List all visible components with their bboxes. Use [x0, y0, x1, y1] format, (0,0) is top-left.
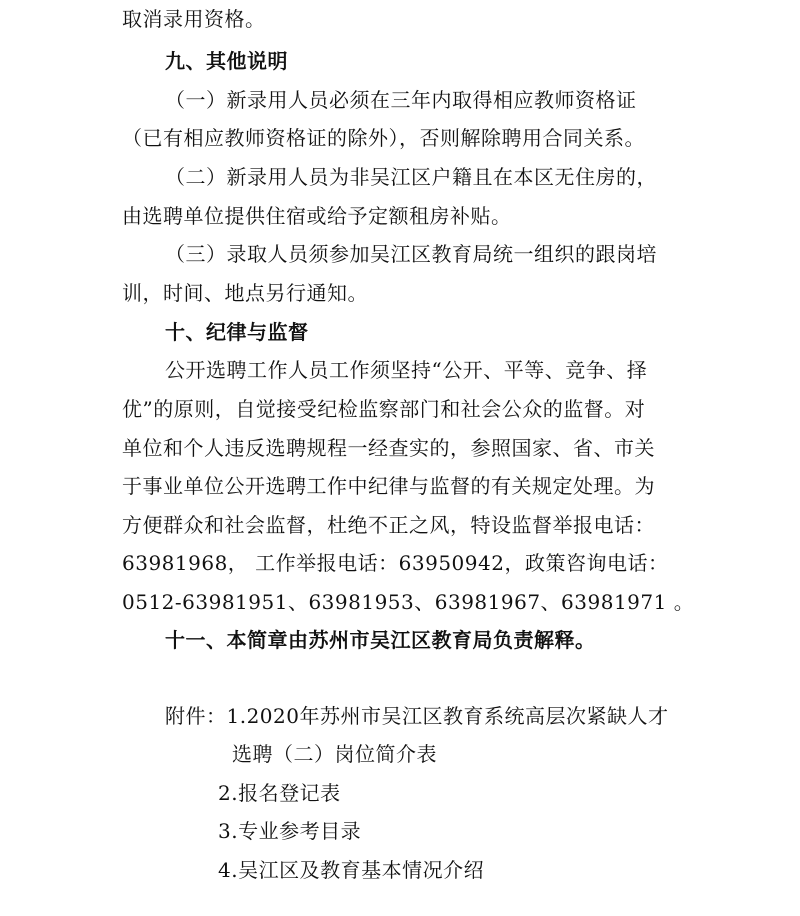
- section-heading-10: 十、纪律与监督: [165, 320, 309, 344]
- text-line: 由选聘单位提供住宿或给予定额租房补贴。: [122, 204, 512, 228]
- text-line: 于事业单位公开选聘工作中纪律与监督的有关规定处理。为: [122, 474, 655, 498]
- text-line: 优”的原则，自觉接受纪检监察部门和社会公众的监督。对: [122, 397, 646, 421]
- section-heading-9: 九、其他说明: [165, 49, 288, 73]
- text-line: （已有相应教师资格证的除外），否则解除聘用合同关系。: [122, 126, 645, 150]
- text-line: （一）新录用人员必须在三年内取得相应教师资格证: [165, 88, 637, 112]
- annex-item-3: 3.专业参考目录: [218, 819, 362, 843]
- text-line: 方便群众和社会监督，杜绝不正之风，特设监督举报电话：: [122, 513, 655, 537]
- text-line: 0512-63981951、63981953、63981967、63981971 。: [122, 590, 695, 614]
- text-line: （二）新录用人员为非吴江区户籍且在本区无住房的，: [165, 165, 657, 189]
- text-line: 公开选聘工作人员工作须坚持“公开、平等、竞争、择: [165, 358, 648, 382]
- text-line: 63981968， 工作举报电话：63950942，政策咨询电话：: [122, 551, 669, 575]
- section-heading-11: 十一、本简章由苏州市吴江区教育局负责解释。: [165, 628, 596, 652]
- annex-item-1-continued: 选聘（二）岗位简介表: [232, 742, 437, 766]
- text-line: 单位和个人违反选聘规程一经查实的，参照国家、省、市关: [122, 436, 655, 460]
- text-line: 取消录用资格。: [122, 7, 266, 31]
- text-line: 训，时间、地点另行通知。: [122, 281, 368, 305]
- text-line: （三）录取人员须参加吴江区教育局统一组织的跟岗培: [165, 242, 657, 266]
- annex-item-2: 2.报名登记表: [218, 781, 341, 805]
- annex-item-4: 4.吴江区及教育基本情况介绍: [218, 858, 485, 882]
- annex-item-1: 附件：1.2020年苏州市吴江区教育系统高层次紧缺人才: [165, 704, 669, 728]
